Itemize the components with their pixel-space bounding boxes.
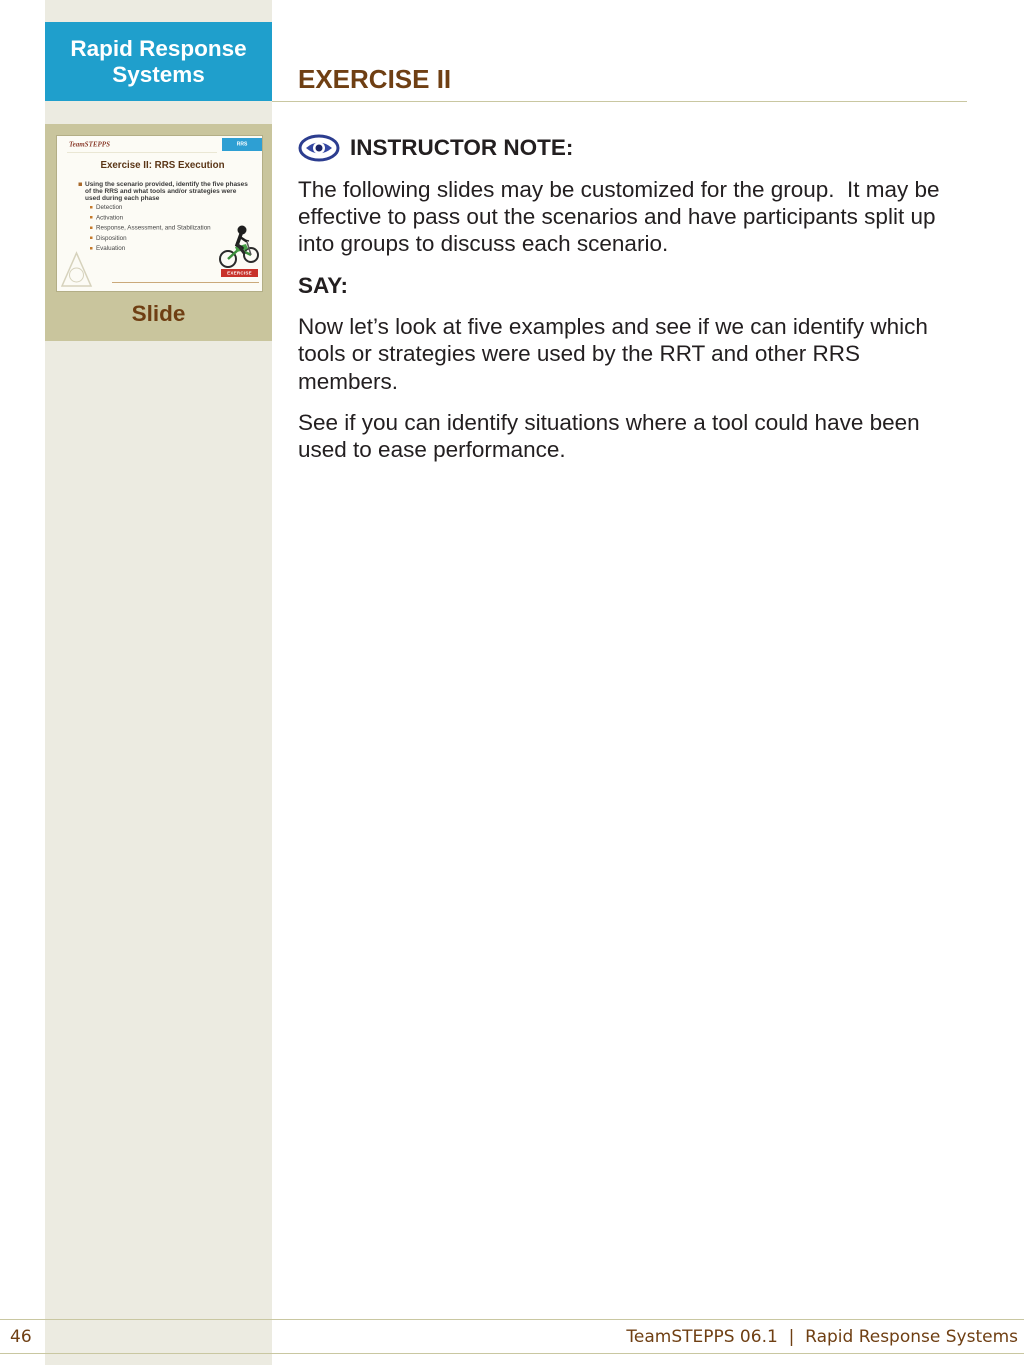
rider-arm [240,237,246,241]
page-title: EXERCISE II [298,64,452,94]
sub-bullet-marker [90,226,93,229]
sub-bullet-marker [90,216,93,219]
sub-bullet-text: Evaluation [96,244,126,252]
sub-bullet-text: Response, Assessment, and Stabilization [96,224,211,231]
eye-pupil [316,145,323,152]
say-paragraph: Now let’s look at five examples and see if we can identify which tools or strategies were used by the RRT and other RRS members. [298,313,935,394]
say-paragraph: See if you can identify situations where a tool could have been used to ease performance. [298,409,926,463]
slide-canvas [57,136,262,291]
footer-rule-top [0,1319,1024,1320]
slide-exercise-badge: EXERCISE [221,269,258,277]
sub-bullet-text: Detection [96,203,123,211]
logo-circle [70,268,84,282]
slide-title: Exercise II: RRS Execution [100,159,225,171]
say-label: SAY: [298,272,349,298]
sub-bullet-marker [90,206,93,209]
instructor-note-header [298,134,958,162]
header-divider [272,101,967,102]
slide-thumbnail [57,136,262,291]
slide-label: Slide [131,301,186,326]
sub-bullet-marker [90,247,93,250]
slide-panel [45,124,272,341]
teamstepps-triangle-logo-icon [60,251,93,289]
slide-sub-bullet [90,212,211,222]
eye-icon [298,134,340,162]
footer-rule-bottom [0,1353,1024,1354]
page-number: 46 [10,1327,32,1347]
slide-brand: TeamSTEPPS [69,141,110,149]
slide-sub-bullet [90,202,211,212]
slide-bullet-text: Using the scenario provided, identify the five phases of the RRS and what tools and/or strategies were used during each phase [85,180,248,202]
slide-sub-bullet [90,233,211,243]
slide-sub-bullet [90,223,211,233]
slide-footer-rule [112,282,259,283]
slide-bullet-marker [79,183,83,187]
instructor-content [298,134,958,477]
slide-header-rule [67,153,217,154]
sub-bullet-text: Disposition [96,234,127,242]
instructor-note-label: INSTRUCTOR NOTE: [350,135,574,161]
slide-module-tag: RRS [222,138,262,151]
motorcycle-rider-illustration [217,222,260,270]
sub-bullet-marker [90,237,93,240]
sub-bullet-text: Activation [96,213,124,221]
slide-sub-bullet [90,243,211,253]
instructor-note-text: The following slides may be customized for the group. It may be effective to pass out the scenarios and have participants split up into groups to discuss each scenario. [298,176,946,257]
running-footer-title: TeamSTEPPS 06.1 | Rapid Response Systems [626,1327,1018,1347]
section-title: Rapid Response Systems [70,35,247,87]
logo-triangle [62,253,91,286]
section-title-box [45,22,272,101]
slide-sub-bullet-list [90,202,211,253]
